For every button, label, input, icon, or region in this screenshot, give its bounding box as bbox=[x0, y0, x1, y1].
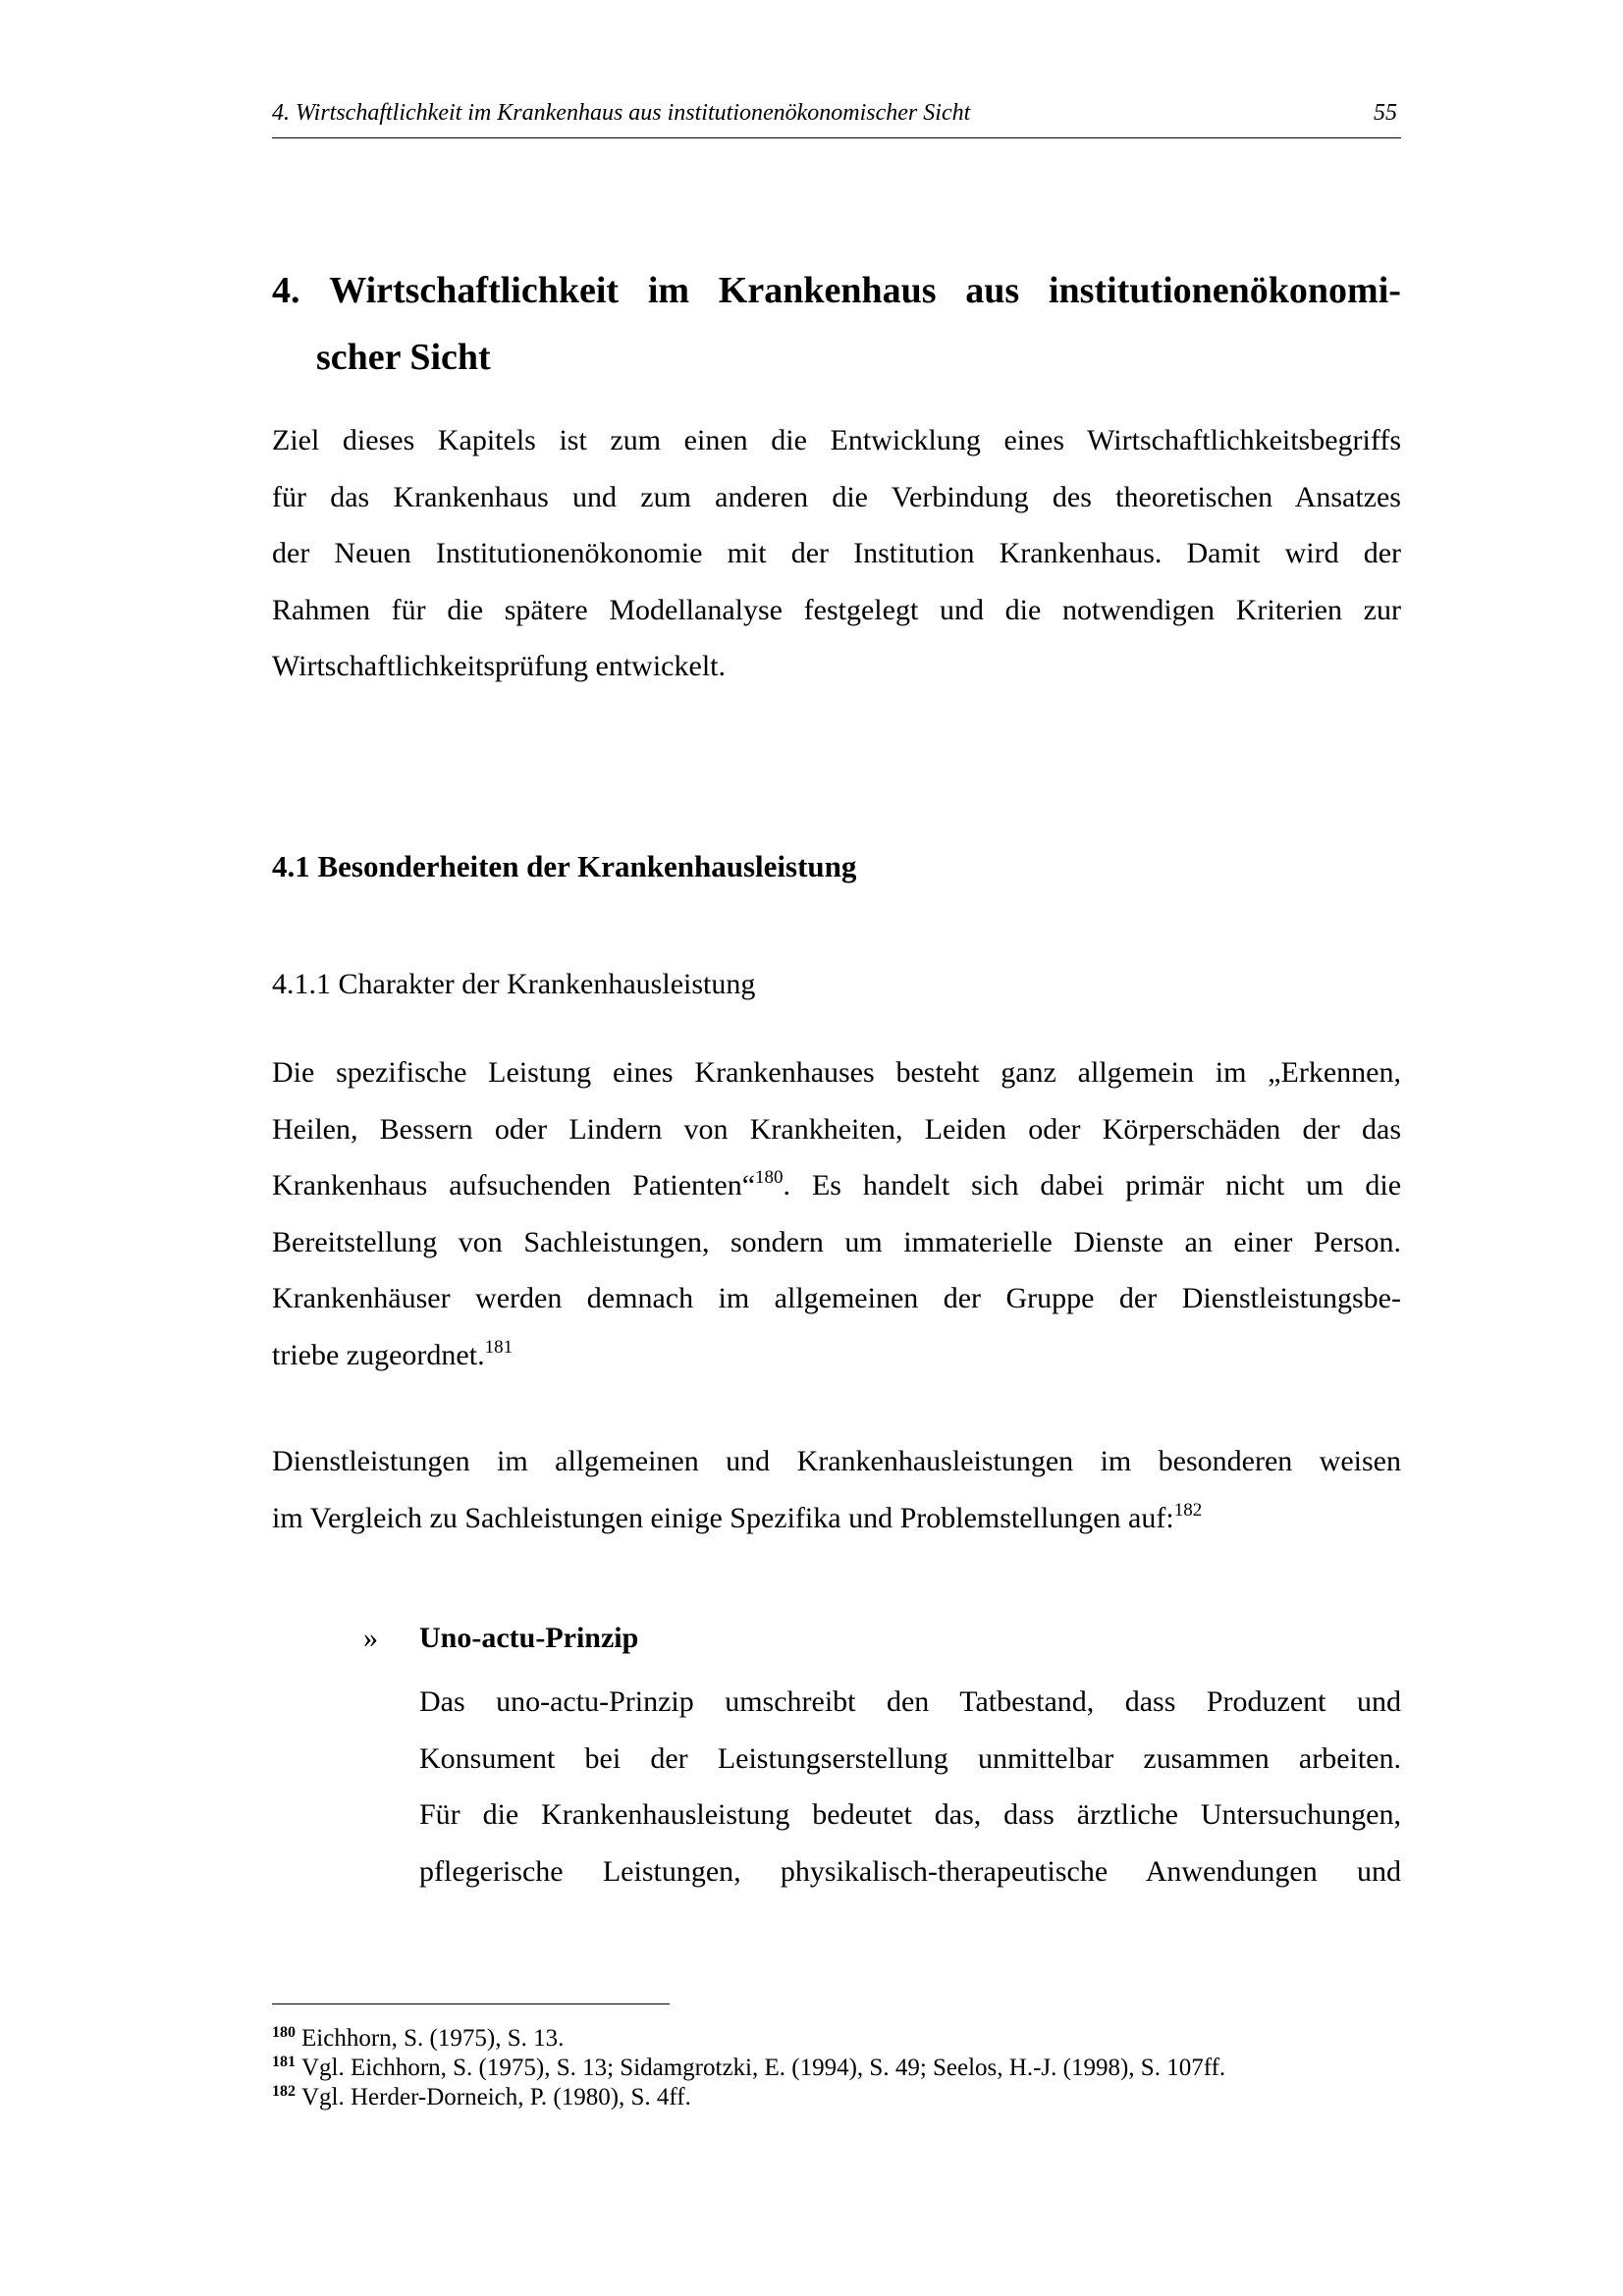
footnote-ref: 180 bbox=[755, 1167, 784, 1188]
text-line: Dienstleistungen im allgemeinen und Krankenhausleistungen im besonderen weisen bbox=[272, 1445, 1401, 1477]
intro-paragraph bbox=[272, 412, 1401, 695]
running-header-title: 4. Wirtschaftlichkeit im Krankenhaus aus institutionenökonomischer Sicht bbox=[272, 100, 971, 126]
footnote-ref: 181 bbox=[484, 1336, 514, 1358]
footnote-text: Eichhorn, S. (1975), S. 13. bbox=[301, 2025, 565, 2052]
chapter-title-word: institutionenökonomi- bbox=[1048, 270, 1401, 311]
text-line: der Neuen Institutionenökonomie mit der Institution Krankenhaus. Damit wird der bbox=[272, 537, 1401, 569]
footnote-number: 182 bbox=[272, 2083, 296, 2100]
footnote bbox=[272, 2054, 1401, 2083]
text-line bbox=[272, 1157, 1401, 1214]
text-line: für das Krankenhaus und zum anderen die Verbindung des theoretischen Ansatzes bbox=[272, 480, 1401, 513]
text-line: Heilen, Bessern oder Lindern von Krankheiten, Leiden oder Körperschäden der das bbox=[272, 1112, 1401, 1146]
footnotes bbox=[272, 2024, 1401, 2112]
bullet-title: Uno-actu-Prinzip bbox=[419, 1622, 639, 1654]
footnote-number: 181 bbox=[272, 2054, 296, 2070]
bullet-marker: » bbox=[363, 1622, 378, 1654]
text-line: Ziel dieses Kapitels ist zum einen die Entwicklung eines Wirtschaftlichkeitsbegriffs bbox=[272, 424, 1401, 456]
text-line: pflegerische Leistungen, physikalisch-therapeutische Anwendungen und bbox=[419, 1854, 1401, 1888]
footnote bbox=[272, 2083, 1401, 2112]
text-run: triebe zugeordnet. bbox=[272, 1338, 485, 1371]
text-line: Konsument bei der Leistungserstellung unmittelbar zusammen arbeiten. bbox=[419, 1741, 1401, 1775]
subsection-heading: 4.1.1 Charakter der Krankenhausleistung bbox=[272, 968, 756, 1000]
footnote-text: Vgl. Eichhorn, S. (1975), S. 13; Sidamgrotzki, E. (1994), S. 49; Seelos, H.-J. (1998), S. 107ff. bbox=[301, 2055, 1226, 2081]
chapter-title bbox=[272, 257, 1401, 391]
footnote-separator bbox=[272, 2003, 670, 2004]
page-number: 55 bbox=[1374, 100, 1397, 126]
text-line bbox=[272, 1490, 1401, 1547]
text-run: im Vergleich zu Sachleistungen einige Spezifika und Problemstellungen auf: bbox=[272, 1501, 1174, 1534]
text-run: . Es handelt sich dabei primär nicht um die bbox=[783, 1169, 1402, 1201]
text-line: Krankenhäuser werden demnach im allgemeinen der Gruppe der Dienstleistungsbe- bbox=[272, 1282, 1401, 1314]
chapter-title-word: Krankenhaus bbox=[718, 270, 937, 311]
section-heading: 4.1 Besonderheiten der Krankenhausleistung bbox=[272, 849, 857, 883]
chapter-title-line-1 bbox=[272, 257, 1401, 324]
bullet-paragraph bbox=[419, 1674, 1401, 1899]
text-line: Rahmen für die spätere Modellanalyse festgelegt und die notwendigen Kriterien zur bbox=[272, 593, 1401, 626]
text-line: Wirtschaftlichkeitsprüfung entwickelt. bbox=[272, 650, 726, 682]
text-line: Das uno-actu-Prinzip umschreibt den Tatbestand, dass Produzent und bbox=[419, 1685, 1401, 1718]
running-header bbox=[272, 98, 1401, 138]
text-line: Für die Krankenhausleistung bedeutet das, dass ärztliche Untersuchungen, bbox=[419, 1798, 1401, 1831]
chapter-title-word: im bbox=[647, 270, 690, 311]
text-line: Bereitstellung von Sachleistungen, sondern um immaterielle Dienste an einer Person. bbox=[272, 1225, 1401, 1258]
footnote-ref: 182 bbox=[1173, 1499, 1203, 1521]
paragraph-1 bbox=[272, 1044, 1401, 1383]
footnote-text: Vgl. Herder-Dorneich, P. (1980), S. 4ff. bbox=[301, 2084, 691, 2110]
footnote-number: 180 bbox=[272, 2024, 296, 2041]
text-line: Die spezifische Leistung eines Krankenhauses besteht ganz allgemein im „Erkennen, bbox=[272, 1056, 1401, 1089]
chapter-title-word: Wirtschaftlichkeit bbox=[329, 270, 620, 311]
text-run: Krankenhaus aufsuchenden Patienten“ bbox=[272, 1169, 756, 1201]
footnote bbox=[272, 2024, 1401, 2054]
chapter-title-word: 4. bbox=[272, 270, 300, 311]
paragraph-2 bbox=[272, 1433, 1401, 1546]
chapter-title-line-2: scher Sicht bbox=[316, 337, 491, 378]
text-line bbox=[272, 1327, 1401, 1384]
chapter-title-word: aus bbox=[965, 270, 1020, 311]
